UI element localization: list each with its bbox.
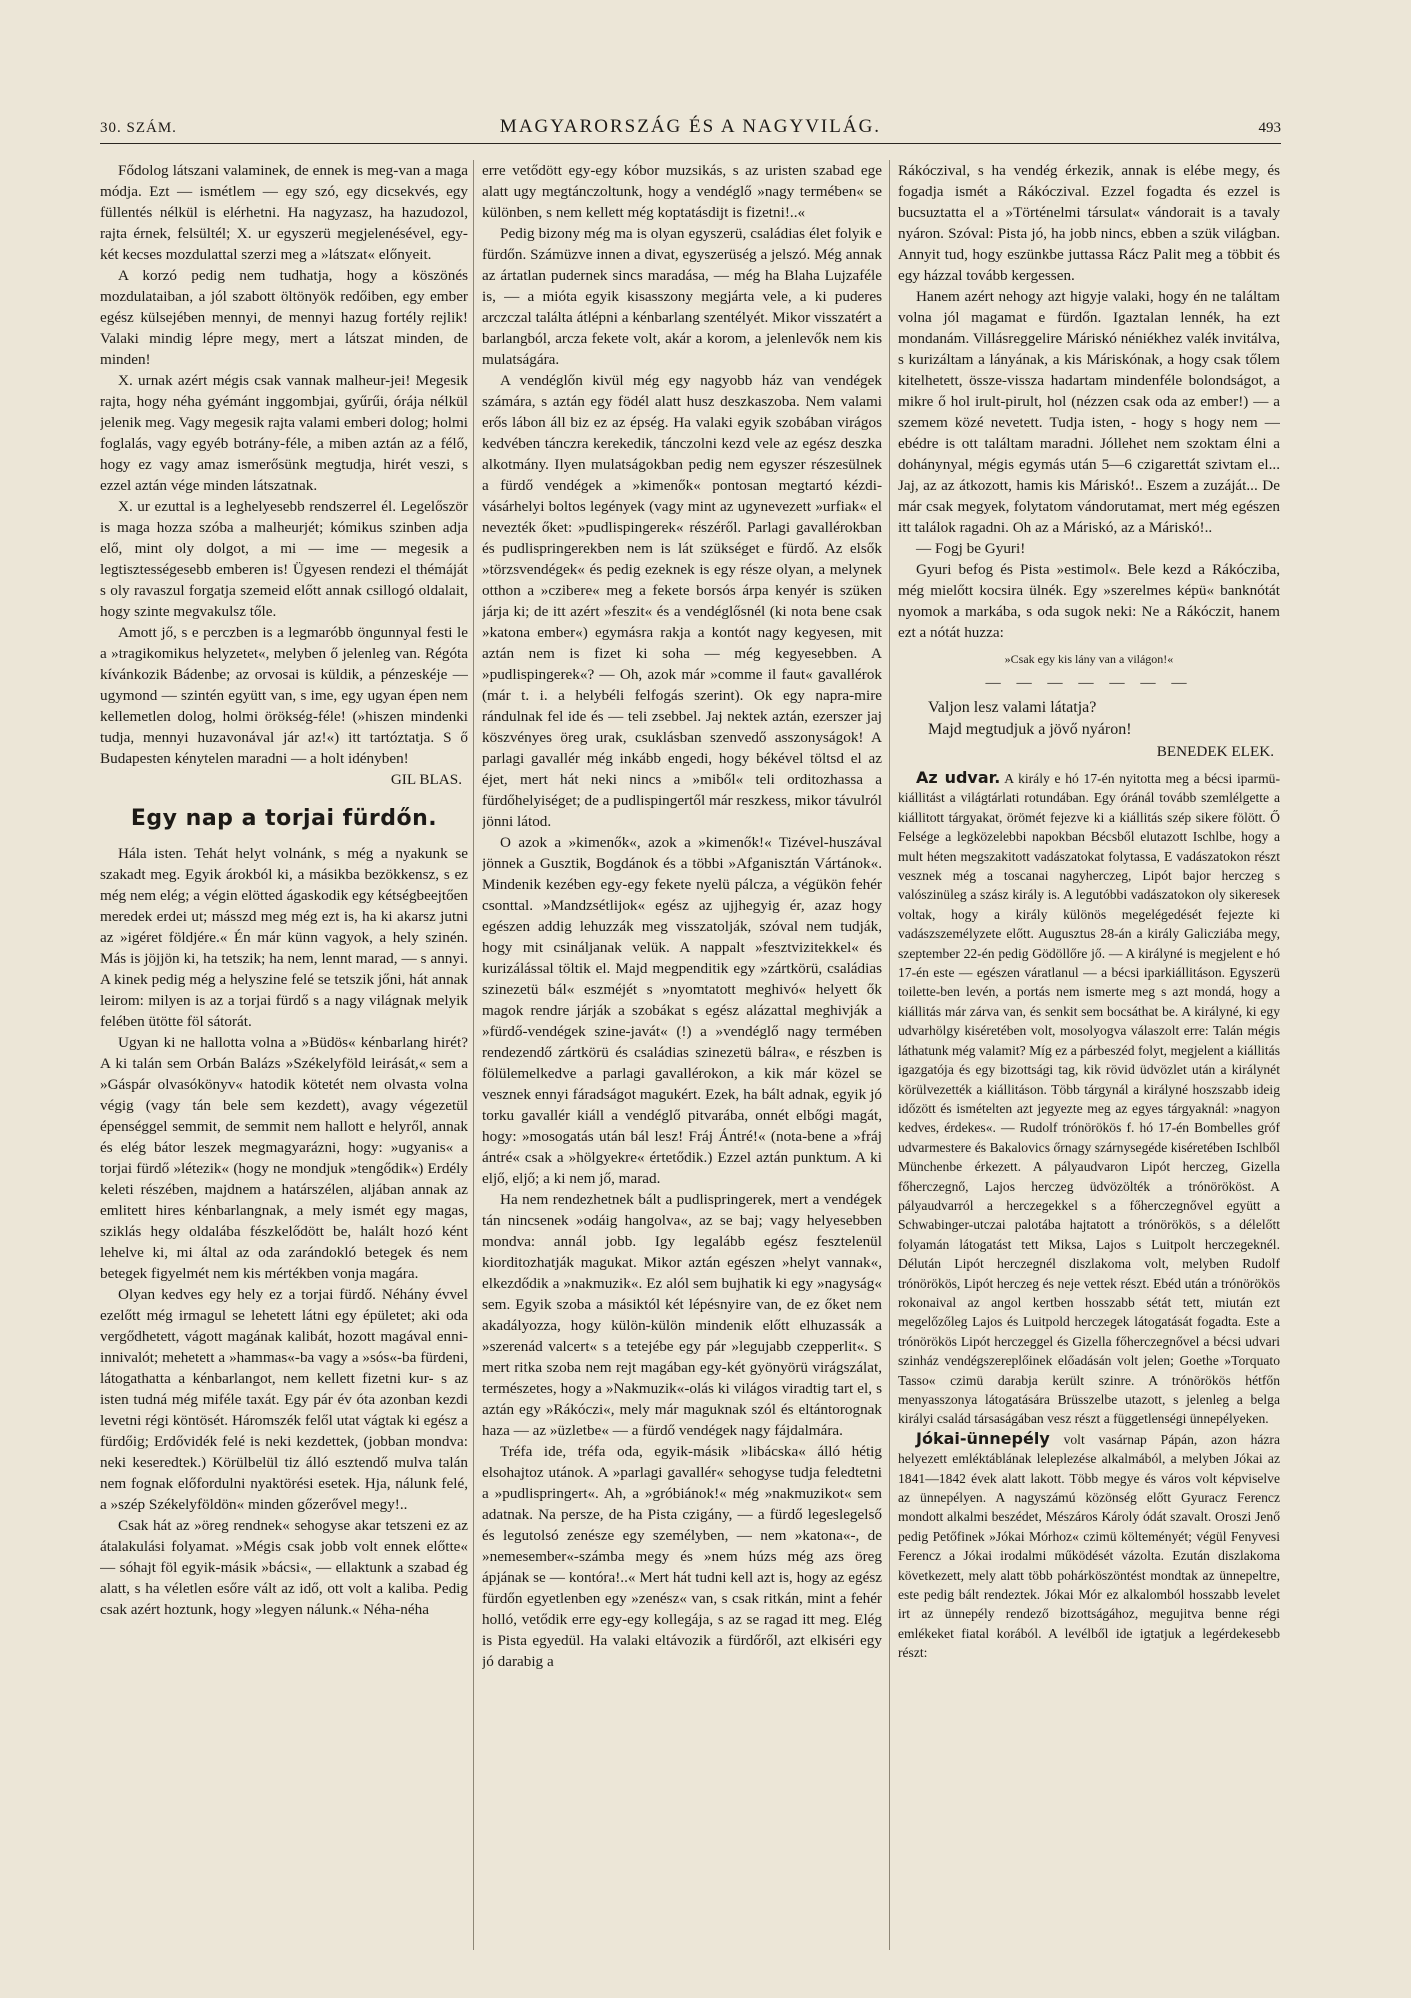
paragraph: Hanem azért nehogy azt higyje valaki, hogy én ne találtam volna jól magamat e fürdőn. Igaztalan lennék, ha ezt mondanám. Villásreggelire Máriskó néniékhez valék invitálva, s kurizáltam a lányának, a kis Máriskónak, a hogy csak tőlem kitelhetett, össze-vissza hadartam mindenféle bolondságot, a mikre ő hol irult-pirult, hol (nézzen csak oda az ember!) — a szemem közé nevetett. Tudja isten, - hogy s hogy nem — ebédre is ott találtam maradni. Jóllehet nem szoktam élni a dohánynyal, mégis egymás után 5—6 czigarettát szivtam el... Jaj, az az átkozott, hamis kis Máriskó!.. Eszem a zuzáját... De már csak megyek, folytatom vándorutamat, mert még egészen itt találok ragadni. Oh az a Máriskó, az a Máriskó!.. — [898, 288, 1280, 536]
article-title: Egy nap a torjai fürdőn. — [130, 806, 438, 831]
page-number: 493 — [1258, 120, 1281, 136]
paragraph: A korzó pedig nem tudhatja, hogy a köszönés mozdulataiban, a jól szabott öltönyök redőiben, egy ember egész külsejében mennyi, de mennyi hazug fortély rejlik! Valaki mindig lépre megy, mert a látszat minden, de minden! — [100, 267, 468, 368]
column-2 — [482, 160, 882, 1960]
column-1 — [100, 160, 468, 1960]
paragraph: Rákóczival, s ha vendég érkezik, annak is elébe megy, és fogadja ismét a Rákóczival. Ezzel fogadta és ezzel is bucsuztatta el a »Történelmi társulat« vándorait is a tavaly nyáron. Szóval: Pista jó, ha jobb nincs, ebben a szük világban. Annyit tud, hogy eszünkbe juttassa Rácz Palit meg a többit és egy házzal tovább kergessen. — [898, 162, 1280, 284]
paragraph: Amott jő, s e perczben is a legmaróbb öngunnyal festi le a »tragikomikus helyzetet«, melyben ő jelenleg van. Régóta kívánkozik Bádenbe; az orvosai is küldik, a pénzeskéje — ugymond — szintén együtt van, s ime, egy ugyan épen nem kellemetlen dolog, holmi örökség-féle! (»hiszen mindenki tudja, mennyi huzavonával jár az!«) itt tartóztatja. S ő Budapesten kénytelen maradni — a holt idényben! — [100, 624, 468, 767]
news-lead: Az udvar. — [916, 768, 1001, 787]
paragraph: X. ur ezuttal is a leghelyesebb rendszerrel él. Legelőször is maga hozza szóba a malheurjét; kómikus szinben adja elő, mint oly dolgot, a mi — ime — megesik a legtisztességesebb emberen is! Ügyesen rendezi el thémáját s oly ravaszul forgatja szemeid előtt annak csillogó oldalait, hogy szinte megvakulsz tőle. — [100, 498, 468, 620]
column-divider — [889, 160, 890, 1950]
news-item-jokai — [898, 1429, 1280, 1663]
paragraph: Pedig bizony még ma is olyan egyszerü, családias élet folyik e fürdőn. Számüzve innen a divat, egyszerüség a jelszó. Még annak az ártatlan pudernek sincs maradása, — még ha Blaha Lujzaféle is, — a mióta egyik kisasszony megjárta vele, a ki puderes arczczal találta átlépni a kénbarlang szentélyét. Mikor visszatért a barlangból, arcza fekete volt, akár a korom, a jelenlevők nem kis mulatságára. — [482, 225, 882, 368]
paragraph: X. urnak azért mégis csak vannak malheur-jei! Megesik rajta, hogy néha gyémánt inggombjai, gyűrűi, órája nélkül jelenik meg. Vagy megesik rajta valami emberi dolog; holmi foglalás, vagy egyéb botrány-féle, a miben aztán az a félő, hogy ez vagy amaz ismerősünk megtudja, hirét veszi, s ezzel aztán vége minden látszatnak. — [100, 372, 468, 494]
news-lead: Jókai-ünnepély — [916, 1428, 1050, 1448]
issue-number: 30. SZÁM. — [100, 120, 177, 136]
paragraph: Ha nem rendezhetnek bált a pudlispringerek, mert a vendégek tán nincsenek »odáig hangolva«, az se baj; vagy helyesebben mondva: annál jobb. Igy legalább egész fesztelenül kiorditozhatják magukat. Mikor aztán egészen »helyt vannak«, elkezdődik a »nakmuzik«. Ez alól sem bujhatik ki egy »nagyság« sem. Egyik szoba a másiktól két lépésnyire van, de ez őket nem akadályozza, hogy külön-külön mindenik előtt elhuzassák a »szerenád valcert« s a tetejébe egy pár »legujabb czepperlit«. S mert ritka szoba nem rejt magában egy-két gyönyörü virágszálat, természetes, hogy a »Nakmuzik«-olás ki világos viradtig tart el, s aztán egy »Rákóczi«, mely már maguknak szól és eltántorognak haza — az »üzletbe« — a fürdő vendégek nagy fájdalmára. — [482, 1191, 882, 1439]
paragraph: Hála isten. Tehát helyt volnánk, s még a nyakunk se szakadt meg. Egyik árokból ki, a másikba bezökkensz, s ez még nem elég; a végin elötted ágaskodik egy kétségbeejtően meredek erdei ut; másszd meg még ezt is, ha ki akarsz jutni az »igéret földjére.« Én már künn vagyok, a hely szinén. Más is jöjjön ki, ha tetszik; ha nem, lennt marad, — s annyi. A kinek pedig még a helyszine felé se tetszik jőni, hát annak leirom: milyen is az a torjai fürdő s a nagy világnak melyik felében ütötte föl sátorát. — [100, 845, 468, 1030]
paragraph: Csak hát az »öreg rendnek« sehogyse akar tetszeni ez az átalakulási folyamat. »Mégis csak jobb volt ennek előtte« — sóhajt föl egyik-másik »bácsi«, — ellaktunk a szabad ég alatt, s ha véletlen esőre vált az idő, ott volt a kaliba. Pedig csak azért hoztunk, hogy »legyen nálunk.« Néha-néha — [100, 1517, 468, 1618]
paragraph: O azok a »kimenők«, azok a »kimenők!« Tizével-huszával jönnek a Gusztik, Bogdánok és a többi »Afganisztán Vártánok«. Mindenik kezében egy-egy fekete nyelü pálcza, a végükön fehér csonttal. »Mandzsétlijok« egész az ujjhegyig ér, azaz hogy egészen addig lehuzzák meg visszatolják, szóval nem tudják, hogy mit csináljanak velük. A nappalt »fesztvizitekkel« és kurizálással töltik el. Majd megpenditik egy »zártkörü, családias szinezetü bál« eszméjét s »nyomtatott meghivó« helyett ők magok rendre járják a szobákat s egész alázattal meghivják a »fürdő-vendégek szine-javát« (!) a »vendéglő nagy termében rendezendő zártkörü és családias szinezetü bálra«, e részben is fölülemelkedve a parlagi gavallérokon, a kik már közel se vesznek ennyi fáradságot magukért. Ezek, ha bált adnak, egyik jó torku gavallér kiáll a vendéglő pitvarába, onnét elbőgi magát, hogy: »mosogatás után bál lesz! Fráj Ántré!« (nota-bene a »fráj ántré« csak a »hölgyekre« értetődik.) Ezzel aztán punktum. A ki eljő, eljő; a ki nem jő, marad. — [482, 834, 882, 1187]
paragraph: Gyuri befog és Pista »estimol«. Bele kezd a Rákócziba, még mielőtt kocsira ülnék. Egy »szerelmes képü« banknótát nyomok a markába, s oda sugok neki: Ne a Rákóczit, hanem ezt a nótát huzza: — [898, 561, 1280, 641]
news-body: A király e hó 17-én nyitotta meg a bécsi iparmü-kiállitást a világtárlati rotundában. Egy óránál tovább szemlélgette a kiállitott tárgyakat, örömét fejezve ki a kiállitás szép sikere fölött. Ő Felsége a legközelebbi napokban Bécsből elutazott Ischlbe, hogy a mult héten megszakitott vadászatokat folytassa, E vadászatokon részt vesznek még a toscanai nagyherczeg, Lipót bajor herczeg s valószinüleg a szász király is. A legutóbbi vadászatokon oly sikeresek voltak, hogy a király különös megelégedését fejezte ki vadászszemélyzete előtt. Augusztus 28-án a király Galicziába megy, szeptember 22-én pedig Gödöllőre jő. — A királyné is megjelent e hó 17-én este — egészen váratlanul — a bécsi iparkiállitáson. Egyszerü toilette-ben levén, a portás nem ismerte meg s azt mondá, hogy a kiállitás már zárva van, és senkit sem bocsáthat be. A királyné, ki egy udvarhölgy kiséretében volt, mosolyogva válaszolt erre: Talán mégis láthatunk még valamit? Míg ez a párbeszéd folyt, megjelent a kiállitás igazgatója és egy bizottsági tag, kik rövid üdvözlet után a királynét körülvezették a kiállitáson. Több tárgynál a királyné hoszszabb ideig időzött és ismételten azt jegyezte meg az egyes tárgyaknál: »nagyon kedves, érdekes«. — Rudolf trónörökös f. hó 17-én Bombelles gróf udvarmestere és Bakalovics őrnagy szárnysegéde kiséretében Ischlből Münchenbe érkezett. A pályaudvaron Lipót herczeg, Gizella főherczegnő, Lajos herczeg üdvözölték a trónörököst. A pályaudvarról a herczegekkel s a főherczegnővel együtt a Schwabinger-utczai palotába hajtatott a trónörökös, s a délelőtt folyamán látogatást tett Miksa, Lajos s Luitpolt herczegeknél. Délután Lipót herczegnél diszlakoma volt, melyben Rudolf trónörökös, Lipót herczeg és neje vettek részt. Ebéd után a trónörökös rokonaival az angol kertben hosszabb sétát tett, miután ezt megelőzőleg Lajos és Luitpold herczegek látogatását fogadta. Este a trónörökös Lipót herczeggel és Gizella főherczegnővel a bécsi udvari szinház vendégszereplőinek előadásán volt jelen; Goethe »Torquato Tasso« czimü darabja került szinre. A trónörökös hétfőn menyasszonya látogatására Brüsszelbe utazott, s jelenleg a belga királyi család társaságában vesz részt a függetlenségi ünnepélyeken. — [898, 771, 1280, 1427]
paragraph: erre vetődött egy-egy kóbor muzsikás, s az uristen szabad ege alatt ugy megtánczoltunk, hogy a vendéglő »nagy termében« se különben, s nem kellett még koptatásdijt is fizetni!..« — [482, 162, 882, 221]
song-quote: »Csak egy kis lány van a világon!« — [1004, 652, 1174, 666]
masthead-title: MAGYARORSZÁG ÉS A NAGYVILÁG. — [499, 116, 882, 137]
column-3 — [898, 160, 1280, 1960]
paragraph: Tréfa ide, tréfa oda, egyik-másik »libácska« álló hétig elsohajtoz utánok. A »parlagi gavallér« sehogyse tudja feledtetni a »pudlispringert«. Ah, a »gróbiánok!« még »nakmuzikot« sem adatnak. Na persze, de ha Pista czigány, — a fürdő legeslegelső és legutolsó zenésze egy személyben, — nem »katona«-, de »nemesember«-számba megy és »nem húzs még azs öreg ápjának se — kontóra!..« Mert hát tudni kell azt is, hogy az egész fürdőn egyetlenben egy »zenész« van, s csak ritkán, mint a fehér holló, vetődik erre egy-egy kollegája, s az se ragad itt meg. Elég is Pista egyedül. Ha valaki eltávozik a fürdőről, azt elkiséri egy jó darabig a — [482, 1443, 882, 1670]
paragraph: Fődolog látszani valaminek, de ennek is meg-van a maga módja. Ezt — ismétlem — egy szó, egy dicsekvés, egy füllentés nélkül is elérhetni. Ha nagyzasz, ha hazudozol, rajta érnek, felsültél; X. ur egyszerü megjelenésével, egy-két kecses mozdulattal szerzi meg a »látszat« előnyeit. — [100, 162, 468, 263]
news-item-court — [898, 768, 1280, 1429]
paragraph: Ugyan ki ne hallotta volna a »Büdös« kénbarlang hirét? A ki talán sem Orbán Balázs »Székelyföld leirását,« sem a »Gáspár olvasókönyv« hatodik kötetét nem olvasta volna végig (vagy tán bele sem kezdett), avagy végezetül épenséggel semmit, de semmit nem hallott e helyről, annak és elég bátor leszek megmagyarázni, hogy: »ugyanis« a torjai fürdő »létezik« (hogy ne mondjuk »tengődik«) Erdély keleti részében, majdnem a határszélen, aljában annak az emlitett hires kénbarlangnak, a mely ismét egy magas, sziklás hegy oldalába fészkelődött be, halált hozó ként lehelve ki, mi által az oda zarándokló betegek és nem betegek figyelmét nem kis mértékben vonja magára. — [100, 1034, 468, 1282]
header-rule — [100, 143, 1281, 144]
news-body: volt vasárnap Pápán, azon házra helyezett emléktáblának leleplezése alkalmából, a melyben Jókai az 1841—1842 évek alatt lakott. Több megye és város volt képviselve az ünnepélyen. A nagyszámú közönség előtt Gyuracz Ferencz mondott alkalmi beszédet, Mészáros Károly ódát szavalt. Oroszi Jenő pedig Petőfinek »Jókai Mórhoz« czimü költeményét; végül Fenyvesi Ferencz a Jókai irodalmi működését vázolta. Ezután diszlakoma következett, mely alatt több pohárköszöntést mondtak az ünnepeltre, este pedig bált rendeztek. Jókai Mór ez alkalomból hosszabb levelet irt az ünnepély rendező bizottságához, megujitva benne régi emlékeket fiatal korából. A levélből ide igtatjuk a legérdekesebb részt: — [898, 1431, 1280, 1661]
author-signature: BENEDEK ELEK. — [1156, 743, 1274, 760]
page-header — [100, 108, 1281, 144]
paragraph: Olyan kedves egy hely ez a torjai fürdő. Néhány évvel ezelőtt még irmagul se lehetett látni egy épületet; aki oda vergődhetett, vágott magának kalibát, hozott magával enni-innivalót; mehetett a »hammas«-ba vagy a »sós«-ba fürdeni, látogathatta a kénbarlangot, nem kellett fizetni kur- s az isten tudná még miféle taxát. Egy pár év óta azonban kezdi levetni régi köntösét. Háromszék felől utat vágtak ki egész a fürdőig; Erdővidék felé is neki kezdettek, (jobban mondva: neki keseredtek.) Körülbelül tiz álló esztendő mulva talán nem fognak előfordulni nyaktörési esetek. Hja, nálunk felé, a »szép Székelyföldön« minden gőzerővel megy!.. — [100, 1286, 468, 1513]
verse-line: Majd megtudjuk a jövő nyáron! — [928, 721, 1132, 738]
paragraph: A vendéglőn kivül még egy nagyobb ház van vendégek számára, s aztán egy födél alatt husz deszkaszoba. Nem valami erős lábon áll biz ez az épség. Ha valaki egyik szobában virágos kedvében tánczra kerekedik, tánczolni kezd vele az egész deszka alkotmány. Ilyen mulatságokban pedig nem egyszer részesülnek a fürdő vendégek a »kimenők« pontosan megtartó kézdi-vásárhelyi boltos legények (vagy mint az ugynevezett »urfiak« el nevezték őket: »pudlispingerek« részéről. Parlagi gavallérokban és pudlispringerekben nem is lát szükséget e fürdő. Az elsők »törzsvendégek« és pedig ezeknek is egy része olyan, a melynek otthon a »czibere« meg a fekete borsós árpa kenyér is szüken járja ki; de itt azért »feszit« és a vendéglősnél (ki nota bene csak »katona ember«) egymásra rakja a kontót nagy kegyesen, mit aztán nem is fizet ki soha — még kegyesebben. A »pudlispingerek«? — Oh, azok már »comme il faut« gavallérok (már t. i. a helybéli felfogás szerint). Ok egy napra-mire rándulnak fel ide és — teli zsebbel. Jaj nektek aztán, ezerszer jaj köszvényes öreg urak, csuklásban szenvedő asszonyságok! A parlagi gavallér még inkább engedi, hogy békével töltsd el az éjet, mert hát neki nincs a »miből« teli orditozhassa a fürdőhelyiséget; de a pudlispingertől már reszkess, mikor távulról jönni látod. — [482, 372, 882, 830]
column-divider — [473, 160, 474, 1950]
dash-separator: — — — — — — — — [985, 674, 1193, 691]
author-signature: GIL BLAS. — [390, 771, 462, 788]
paragraph: — Fogj be Gyuri! — [916, 540, 1026, 557]
verse-line: Valjon lesz valami látatja? — [928, 699, 1097, 716]
